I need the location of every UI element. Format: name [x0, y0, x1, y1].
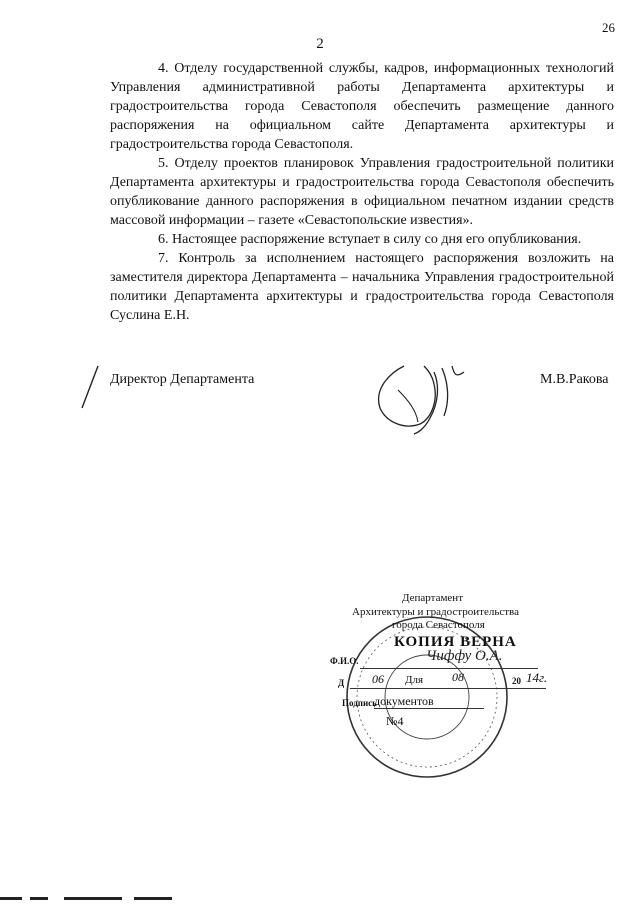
certification-stamp	[330, 590, 570, 790]
stamp-sign-label: Подпись	[342, 698, 377, 708]
stamp-date-month: Для	[405, 674, 424, 686]
stamp-verified: КОПИЯ ВЕРНА	[394, 634, 517, 650]
paragraph-5: 5. Отделу проектов планировок Управления градостроительной политики Департамента архитектуры и градостроительства города Севастополя обеспечить опубликование данного распоряжения в официальном печатном издании средств массовой информации – газете «Севастопольские известия».	[110, 156, 614, 228]
stamp-fio-underline	[360, 668, 538, 669]
stamp-dept-line1: Департамент	[402, 592, 464, 604]
signature-block	[0, 360, 640, 440]
stamp-dept-line2: Архитектуры и градостроительства	[352, 606, 519, 618]
scan-edge-mark	[134, 897, 172, 900]
signer-title: Директор Департамента	[110, 372, 255, 387]
stamp-docs-label: документов	[374, 694, 434, 708]
page-corner-number: 26	[602, 20, 615, 35]
stamp-fio-handwritten: Чиффу О.А.	[426, 648, 503, 664]
stamp-year-handwritten: 14г.	[526, 670, 548, 685]
stamp-fio-label: Ф.И.О.	[330, 656, 359, 666]
stamp-date-underline	[350, 688, 546, 689]
stamp-sign-underline	[374, 708, 484, 709]
document-body	[110, 59, 614, 325]
signer-name: М.В.Ракова	[540, 372, 609, 387]
paragraph-7: 7. Контроль за исполнением настоящего распоряжения возложить на заместителя директора Департамента – начальника Управления градостроительной политики Департамента архитектуры и градостроительства города Севастополя Суслина Е.Н.	[110, 251, 614, 323]
paragraph-4: 4. Отделу государственной службы, кадров, информационных технологий Управления административной работы Департамента архитектуры и градостроительства города Севастополя обеспечить размещение данного распоряжения на официальном сайте Департамента архитектуры и градостроительства города Севастополя.	[110, 61, 614, 152]
stamp-dept-line3: города Севастополя	[392, 619, 485, 631]
scan-edge-mark	[64, 897, 122, 900]
stamp-number-label: №4	[386, 714, 404, 728]
handwritten-signature	[368, 360, 478, 440]
stamp-date-year: 08	[452, 670, 464, 684]
stamp-year-prefix: 20	[512, 676, 521, 686]
paragraph-6: 6. Настоящее распоряжение вступает в силу со дня его опубликования.	[158, 232, 582, 247]
page-number: 2	[316, 36, 324, 52]
stamp-date-day: 06	[372, 672, 384, 686]
scan-edge-mark	[30, 897, 48, 900]
stamp-date-label: Д	[338, 678, 345, 688]
scan-edge-mark	[0, 897, 22, 900]
